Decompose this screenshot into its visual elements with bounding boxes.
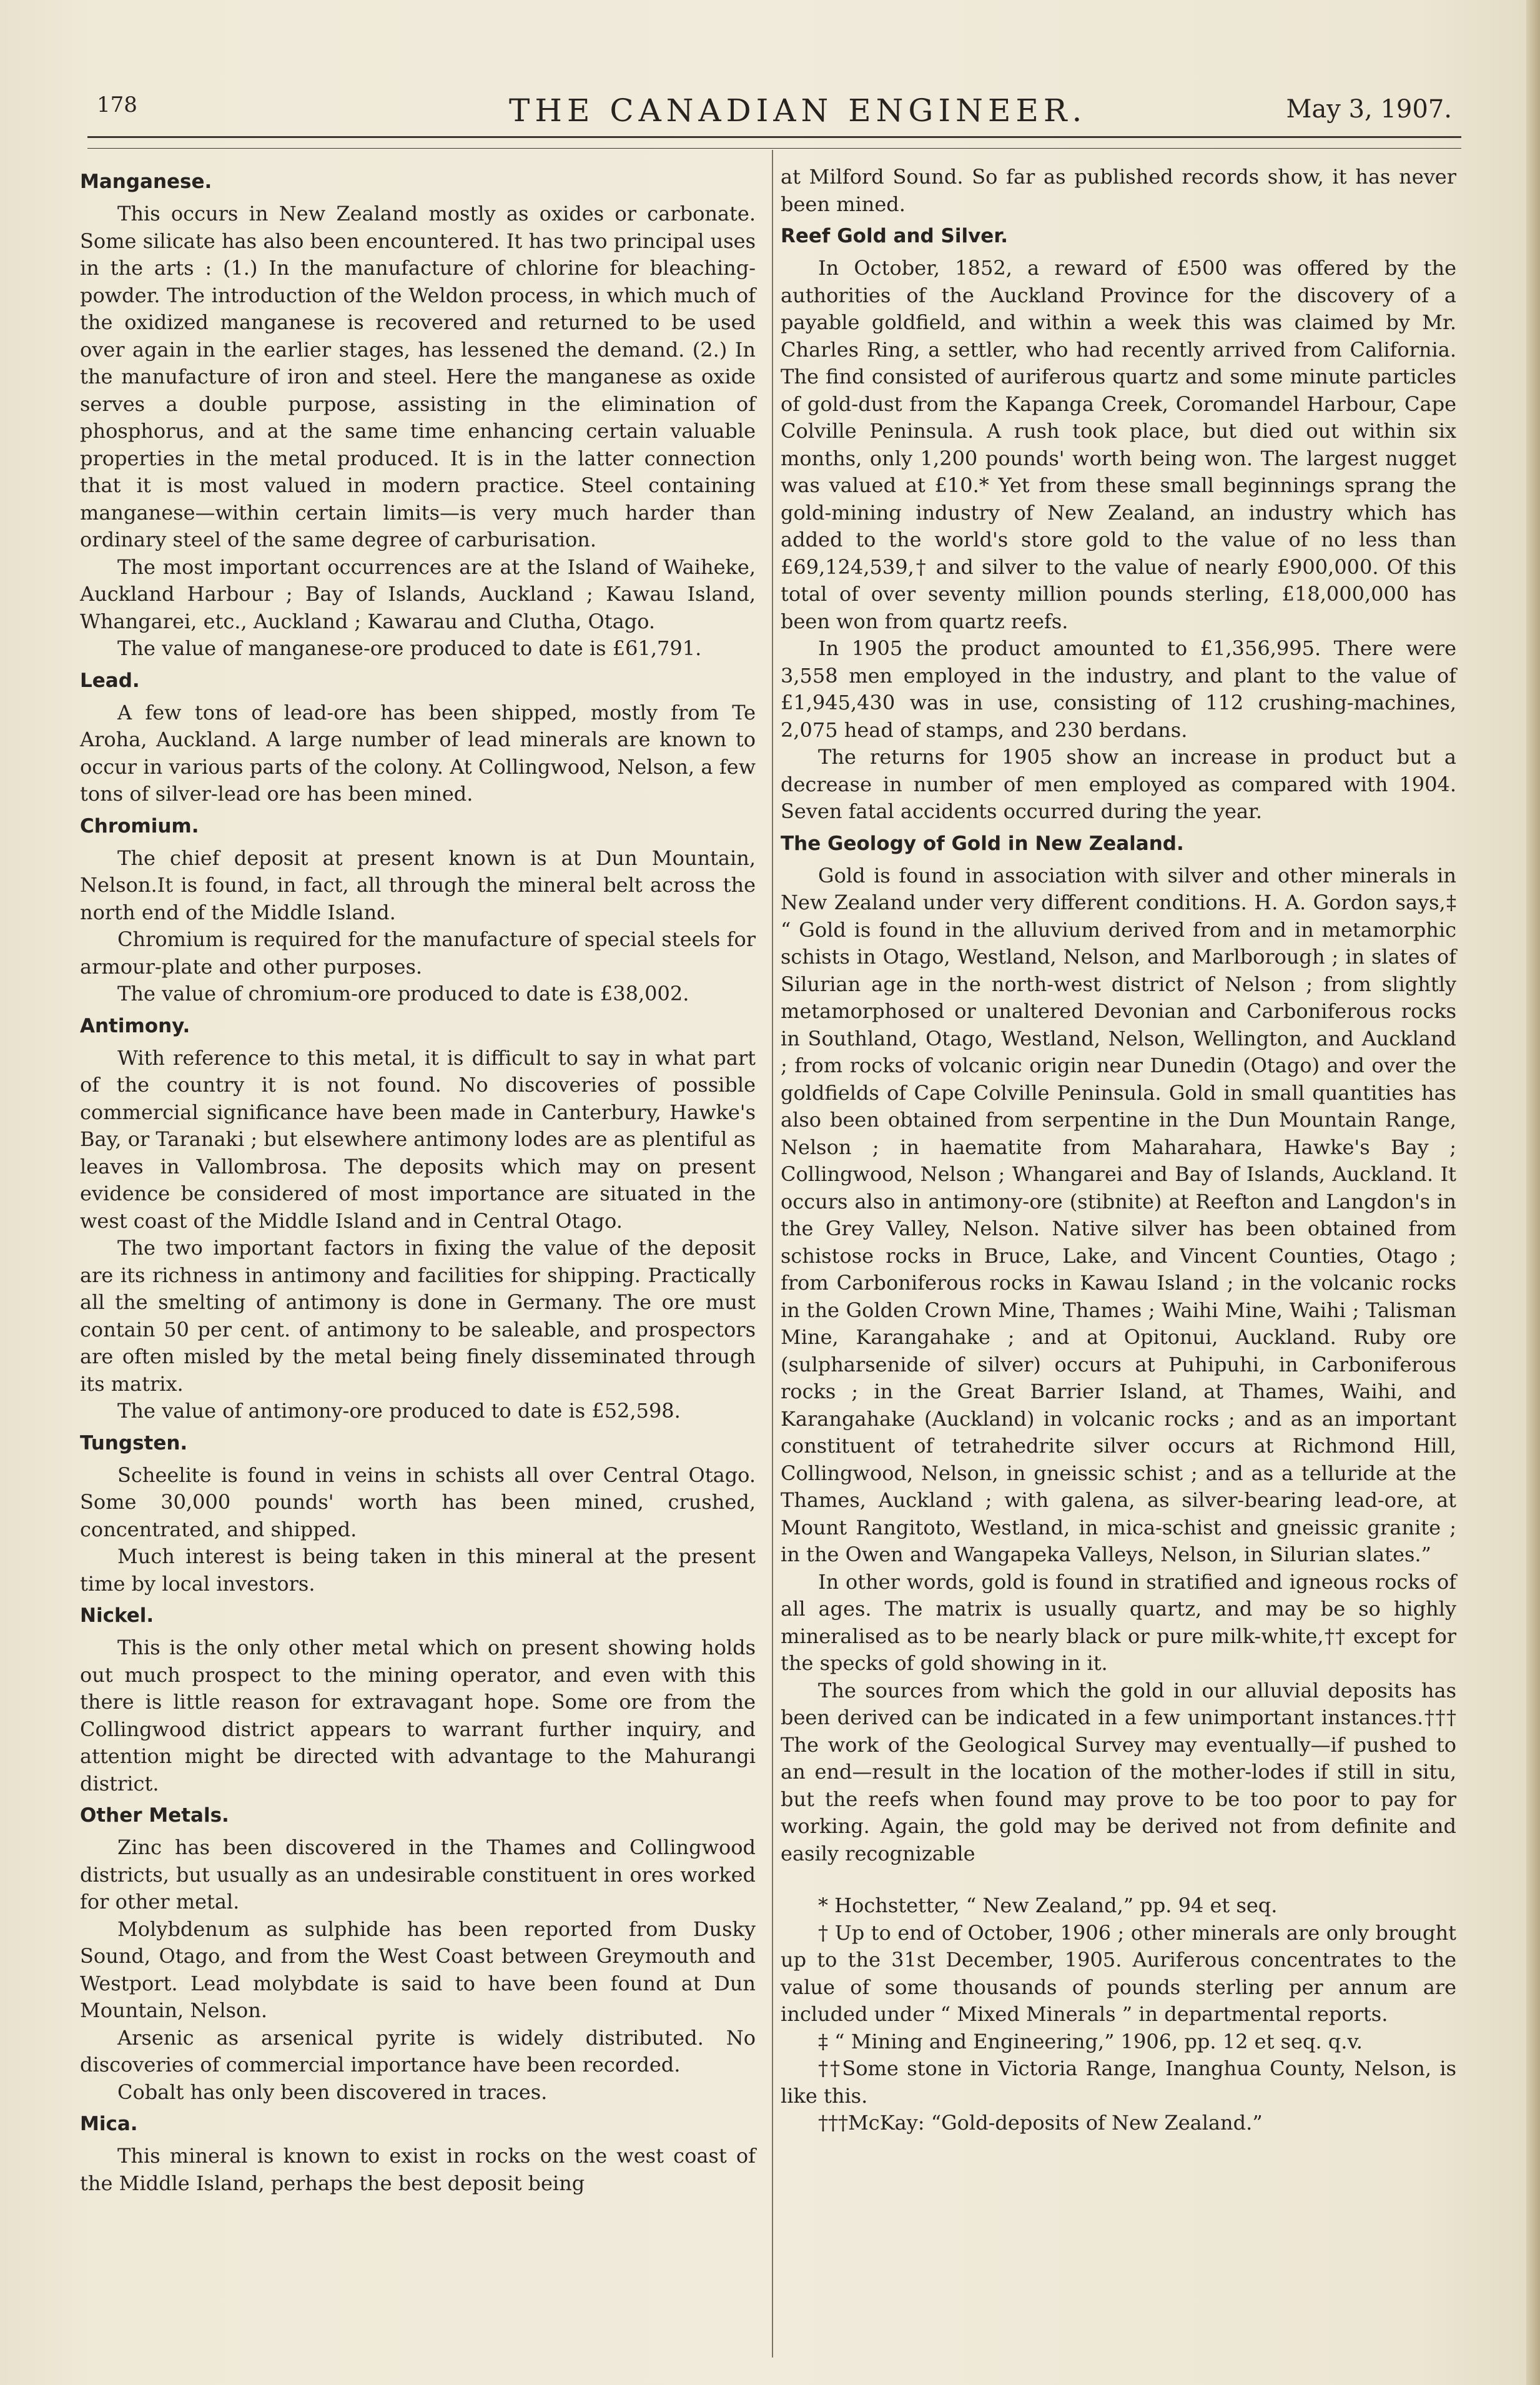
paragraph: The most important occurrences are at the Island of Waiheke, Auckland Harbour ; Bay of Islands, Auckland ; Kawau Island, Whangarei, etc., Auckland ; Kawarau and Clutha, Otago. bbox=[80, 555, 756, 633]
paragraph: The returns for 1905 show an increase in product but a decrease in number of men employed as compared with 1904. Seven fatal accidents occurred during the year. bbox=[781, 745, 1456, 823]
section-heading: Nickel. bbox=[80, 1604, 154, 1627]
section-heading: Manganese. bbox=[80, 170, 212, 193]
page-header bbox=[97, 92, 1452, 136]
footnote: ††Some stone in Victoria Range, Inanghua County, Nelson, is like this. bbox=[781, 2057, 1456, 2108]
paragraph: Cobalt has only been discovered in traces. bbox=[117, 2080, 548, 2104]
journal-title: THE CANADIAN ENGINEER. bbox=[509, 92, 1087, 129]
paragraph: In October, 1852, a reward of £500 was offered by the authorities of the Auckland Province for the discovery of a payable goldfield, and within a week this was claimed by Mr. Charles Ring, a settler, who had recently arrived from California. The find consisted of auriferous quartz and some minute particles of gold-dust from the Kapanga Creek, Coromandel Harbour, Cape Colville Peninsula. A rush took place, but died out within six months, only 1,200 pounds' worth being won. The largest nugget was valued at £10.* Yet from these small beginnings sprang the gold-mining industry of New Zealand, an industry which has added to the world's store gold to the value of no less than £69,124,539,† and silver to the value of nearly £900,000. Of this total of over seventy million pounds sterling, £18,000,000 has been won from quartz reefs. bbox=[781, 256, 1456, 633]
paragraph: This mineral is known to exist in rocks on the west coast of the Middle Island, perhaps the best deposit being bbox=[80, 2144, 756, 2195]
paragraph: In 1905 the product amounted to £1,356,995. There were 3,558 men employed in the industry, and plant to the value of £1,945,430 was in use, consisting of 112 crushing-machines, 2,075 head of stamps, and 230 berdans. bbox=[781, 636, 1456, 742]
footnote: ‡ “ Mining and Engineering,” 1906, pp. 12 et seq. q.v. bbox=[818, 2029, 1363, 2053]
right-column-body bbox=[781, 164, 1456, 1867]
paragraph: The value of chromium-ore produced to date is £38,002. bbox=[117, 982, 689, 1005]
section-heading: Other Metals. bbox=[80, 1804, 229, 1827]
column-divider bbox=[772, 150, 773, 2358]
footnote: * Hochstetter, “ New Zealand,” pp. 94 et seq. bbox=[818, 1894, 1278, 1917]
issue-date: May 3, 1907. bbox=[1286, 95, 1452, 124]
footnote-separator bbox=[781, 1867, 1456, 1892]
paragraph: Molybdenum as sulphide has been reported from Dusky Sound, Otago, and from the West Coast between Greymouth and Westport. Lead molybdate is said to have been found at Dun Mountain, Nelson. bbox=[80, 1917, 756, 2022]
page-number: 178 bbox=[97, 92, 137, 117]
paragraph: The value of manganese-ore produced to date is £61,791. bbox=[117, 636, 702, 660]
paragraph: The value of antimony-ore produced to date is £52,598. bbox=[117, 1399, 681, 1423]
paragraph: Gold is found in association with silver and other minerals in New Zealand under very different conditions. H. A. Gordon says,‡ “ Gold is found in the alluvium derived from and in metamorphic schists in Otago, Westland, Nelson, and Marlborough ; in slates of Silurian age in the north-west district of Nelson ; from slightly metamorphosed or unaltered Devonian and Carboniferous rocks in Southland, Otago, Westland, Nelson, Wellington, and Auckland ; from rocks of volcanic origin near Dunedin (Otago) and over the goldfields of Cape Colville Peninsula. Gold in small quantities has also been obtained from serpentine in the Dun Mountain Range, Nelson ; in haematite from Maharahara, Hawke's Bay ; Collingwood, Nelson ; Whangarei and Bay of Islands, Auckland. It occurs also in antimony-ore (stibnite) at Reefton and Langdon's in the Grey Valley, Nelson. Native silver has been obtained from schistose rocks in Bruce, Lake, and Vincent Counties, Otago ; from Carboniferous rocks in Kawau Island ; in the volcanic rocks in the Golden Crown Mine, Thames ; Waihi Mine, Waihi ; Talisman Mine, Karangahake ; and at Opitonui, Auckland. Ruby ore (sulpharsenide of silver) occurs at Puhipuhi, in Carboniferous rocks ; in the Great Barrier Island, at Thames, Waihi, and Karangahake (Auckland) in volcanic rocks ; and as an important constituent of tetrahedrite silver occurs at Richmond Hill, Collingwood, Nelson, in gneissic schist ; and as a telluride at the Thames, Auckland ; with galena, as silver-bearing lead-ore, at Mount Rangitoto, Westland, in mica-schist and gneissic granite ; in the Owen and Wangapeka Valleys, Nelson, in Silurian slates.” bbox=[781, 863, 1456, 1566]
page-binding-edge bbox=[1526, 0, 1540, 2385]
footnotes bbox=[781, 1892, 1456, 2137]
paragraph: The two important factors in fixing the value of the deposit are its richness in antimony and facilities for shipping. Practically all the smelting of antimony is done in Germany. The ore must contain 50 per cent. of antimony to be saleable, and prospectors are often misled by the metal being finely disseminated through its matrix. bbox=[80, 1236, 756, 1396]
section-heading: Tungsten. bbox=[80, 1431, 188, 1454]
paragraph: Arsenic as arsenical pyrite is widely distributed. No discoveries of commercial importance have been recorded. bbox=[80, 2025, 756, 2076]
section-heading: Chromium. bbox=[80, 814, 199, 837]
paragraph: This occurs in New Zealand mostly as oxides or carbonate. Some silicate has also been encountered. It has two principal uses in the arts : (1.) In the manufacture of chlorine for bleaching-powder. The introduction of the Weldon process, in which much of the oxidized manganese is recovered and returned to be used over again in the earlier stages, has lessened the demand. (2.) In the manufacture of iron and steel. Here the manganese as oxide serves a double purpose, assisting in the elimination of phosphorus, and at the same time enhancing certain valuable properties in the metal produced. It is in the latter connection that it is most valued in modern practice. Steel containing manganese—within certain limits—is very much harder than ordinary steel of the same degree of carburisation. bbox=[80, 202, 756, 551]
paragraph: at Milford Sound. So far as published records show, it has never been mined. bbox=[781, 165, 1456, 216]
section-heading: Mica. bbox=[80, 2113, 138, 2135]
paragraph: Zinc has been discovered in the Thames and Collingwood districts, but usually as an undesirable constituent in ores worked for other metal. bbox=[80, 1835, 756, 1913]
section-heading: The Geology of Gold in New Zealand. bbox=[781, 832, 1184, 855]
section-heading: Reef Gold and Silver. bbox=[781, 225, 1008, 247]
header-rule bbox=[87, 136, 1461, 149]
section-heading: Lead. bbox=[80, 669, 140, 692]
paragraph: The chief deposit at present known is at Dun Mountain, Nelson.It is found, in fact, all through the mineral belt across the north end of the Middle Island. bbox=[80, 846, 756, 924]
paragraph: This is the only other metal which on present showing holds out much prospect to the mining operator, and even with this there is little reason for extravagant hope. Some ore from the Collingwood district appears to warrant further inquiry, and attention might be directed with advantage to the Mahurangi district. bbox=[80, 1636, 756, 1795]
paragraph: The sources from which the gold in our alluvial deposits has been derived can be indicated in a few unimportant instances.††† The work of the Geological Survey may eventually—if pushed to an end—result in the location of the mother-lodes if still in situ, but the reefs when found may prove to be too poor to pay for working. Again, the gold may be derived not from definite and easily recognizable bbox=[781, 1678, 1456, 1865]
paragraph: A few tons of lead-ore has been shipped, mostly from Te Aroha, Auckland. A large number of lead minerals are known to occur in various parts of the colony. At Collingwood, Nelson, a few tons of silver-lead ore has been mined. bbox=[80, 700, 756, 806]
paragraph: Scheelite is found in veins in schists all over Central Otago. Some 30,000 pounds' worth has been mined, crushed, concentrated, and shipped. bbox=[80, 1463, 756, 1541]
paragraph: With reference to this metal, it is difficult to say in what part of the country it is not found. No discoveries of possible commercial significance have been made in Canterbury, Hawke's Bay, or Taranaki ; but elsewhere antimony lodes are as plentiful as leaves in Vallombrosa. The deposits which may on present evidence be considered of most importance are situated in the west coast of the Middle Island and in Central Otago. bbox=[80, 1045, 756, 1233]
section-heading: Antimony. bbox=[80, 1014, 190, 1037]
right-column bbox=[781, 164, 1456, 2137]
paragraph: Chromium is required for the manufacture of special steels for armour-plate and other purposes. bbox=[80, 927, 756, 979]
paragraph: In other words, gold is found in stratified and igneous rocks of all ages. The matrix is usually quartz, and may be so highly mineralised as to be nearly black or pure milk-white,†† except for the specks of gold showing in it. bbox=[781, 1569, 1456, 1675]
left-column bbox=[80, 164, 756, 2197]
footnote: †††McKay: “Gold-deposits of New Zealand.” bbox=[818, 2111, 1263, 2135]
footnote: † Up to end of October, 1906 ; other minerals are only brought up to the 31st December, 1905. Auriferous concentrates to the value of some thousands of pounds sterling per annum are included under “ Mixed Minerals ” in departmental reports. bbox=[781, 1920, 1456, 2026]
paragraph: Much interest is being taken in this mineral at the present time by local investors. bbox=[80, 1544, 756, 1596]
